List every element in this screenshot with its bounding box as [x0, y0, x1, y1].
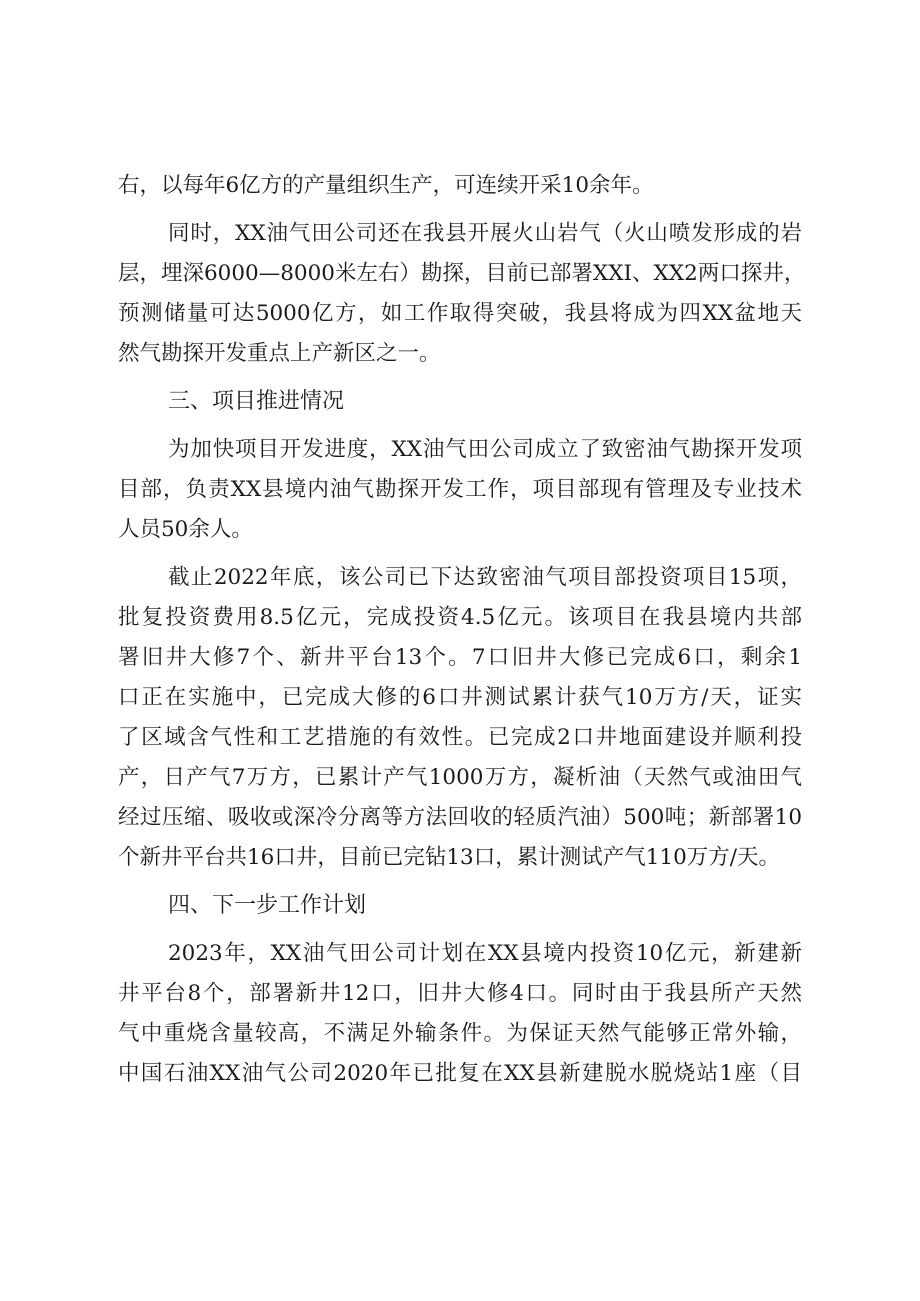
paragraph-gap: [118, 206, 802, 214]
paragraph-4-line-6: 产，日产气7万方，已累计产气1000万方，凝析油（天然气或油田气: [118, 765, 802, 790]
document-page: [118, 166, 806, 1094]
paragraph-4-line-4: 口正在实施中，已完成大修的6口井测试累计获气10万方/天，证实: [118, 685, 802, 710]
paragraph-5-line-2: 井平台8个，部署新井12口，旧井大修4口。同时由于我县所产天然: [118, 981, 802, 1006]
section-heading-3: 三、项目推进情况: [168, 389, 345, 414]
paragraph-4-line-5: 了区域含气性和工艺措施的有效性。已完成2口井地面建设并顺利投: [118, 725, 802, 750]
paragraph-gap: [118, 878, 802, 886]
paragraph-3-line-1: 为加快项目开发进度，XX油气田公司成立了致密油气勘探开发项: [168, 437, 802, 462]
paragraph-3-line-3: 人员50余人。: [118, 517, 253, 542]
paragraph-5-line-3: 气中重烧含量较高，不满足外输条件。为保证天然气能够正常外输，: [118, 1021, 802, 1046]
paragraph-4-line-1: 截止2022年底，该公司已下达致密油气项目部投资项目15项，: [168, 565, 802, 590]
paragraph-gap: [118, 926, 802, 934]
paragraph-2-line-4: 然气勘探开发重点上产新区之一。: [118, 341, 441, 366]
paragraph-1-line-1: 右，以每年6亿方的产量组织生产，可连续开采10余年。: [118, 173, 654, 198]
paragraph-4-line-7: 经过压缩、吸收或深冷分离等方法回收的轻质汽油）500吨；新部署10: [118, 805, 802, 830]
paragraph-2-line-1: 同时，XX油气田公司还在我县开展火山岩气（火山喷发形成的岩: [168, 221, 802, 246]
paragraph-5-line-4: 中国石油XX油气公司2020年已批复在XX县新建脱水脱烧站1座（目: [118, 1061, 802, 1086]
paragraph-4-line-8: 个新井平台共16口井，目前已完钻13口，累计测试产气110万方/天。: [118, 845, 780, 870]
paragraph-gap: [118, 374, 802, 382]
paragraph-4-line-2: 批复投资费用8.5亿元，完成投资4.5亿元。该项目在我县境内共部: [118, 605, 802, 630]
paragraph-gap: [118, 422, 802, 430]
section-heading-4: 四、下一步工作计划: [168, 893, 367, 918]
paragraph-gap: [118, 550, 802, 558]
paragraph-4-line-3: 署旧井大修7个、新井平台13个。7口旧井大修已完成6口，剩余1: [118, 645, 802, 670]
paragraph-2-line-3: 预测储量可达5000亿方，如工作取得突破，我县将成为四XX盆地天: [118, 301, 802, 326]
paragraph-3-line-2: 目部，负责XX县境内油气勘探开发工作，项目部现有管理及专业技术: [118, 477, 802, 502]
paragraph-5-line-1: 2023年，XX油气田公司计划在XX县境内投资10亿元，新建新: [168, 941, 802, 966]
paragraph-2-line-2: 层，埋深6000—8000米左右）勘探，目前已部署XXI、XX2两口探井，: [118, 261, 806, 286]
